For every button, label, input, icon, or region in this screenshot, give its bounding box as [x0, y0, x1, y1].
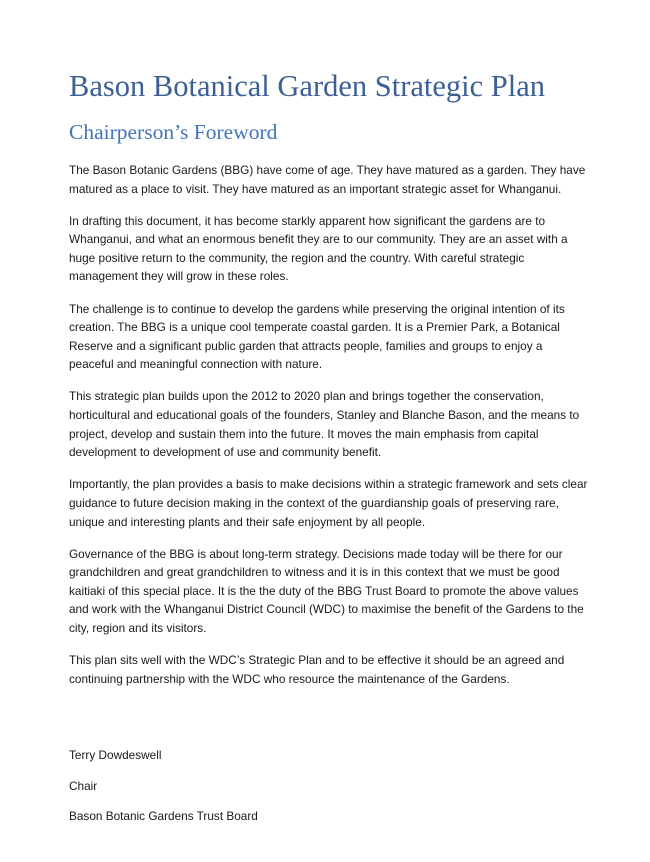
paragraph: Importantly, the plan provides a basis to make decisions within a strategic framework and sets clear guidance to future decision making in the context of the guardianship goals of preserving rare, unique and interesting plants and their safe enjoyment by all people. — [69, 477, 588, 529]
document-title: Bason Botanical Garden Strategic Plan — [69, 69, 546, 103]
foreword-body — [69, 161, 589, 702]
paragraph: This plan sits well with the WDC’s Strategic Plan and to be effective it should be an agreed and continuing partnership with the WDC who resource the maintenance of the Gardens. — [69, 653, 565, 686]
signatory-name: Terry Dowdeswell — [69, 748, 162, 762]
paragraph: In drafting this document, it has become starkly apparent how significant the gardens are to Whanganui, and what an enormous benefit they are to our community. They are an asset with a huge positive return to the community, the region and the country. With careful strategic management they will grow in these roles. — [69, 213, 568, 284]
signatory-role: Chair — [69, 778, 98, 793]
section-heading: Chairperson’s Foreword — [69, 120, 278, 144]
signatory-organisation: Bason Botanic Gardens Trust Board — [69, 809, 258, 823]
paragraph: Governance of the BBG is about long-term strategy. Decisions made today will be there for our grandchildren and great grandchildren to witness and it is in this context that we must be good kaitiaki of this special place. It is the the duty of the BBG Trust Board to promote the above values and work with the Whanganui District Council (WDC) to maximise the benefit of the Gardens to the city, region and its visitors. — [69, 546, 584, 635]
paragraph: This strategic plan builds upon the 2012 to 2020 plan and brings together the conservation, horticultural and educational goals of the founders, Stanley and Blanche Bason, and the means to project, develop and sustain them into the future. It moves the main emphasis from capital development to development of use and community benefit. — [69, 389, 580, 460]
paragraph: The challenge is to continue to develop the gardens while preserving the original intention of its creation. The BBG is a unique cool temperate coastal garden. It is a Premier Park, a Botanical Reserve and a significant public garden that attracts people, families and groups to enjoy a peaceful and meaningful connection with nature. — [69, 301, 565, 372]
paragraph: The Bason Botanic Gardens (BBG) have come of age. They have matured as a garden. They have matured as a place to visit. They have matured as an important strategic asset for Whanganui. — [69, 163, 586, 196]
signature-block — [69, 746, 258, 838]
